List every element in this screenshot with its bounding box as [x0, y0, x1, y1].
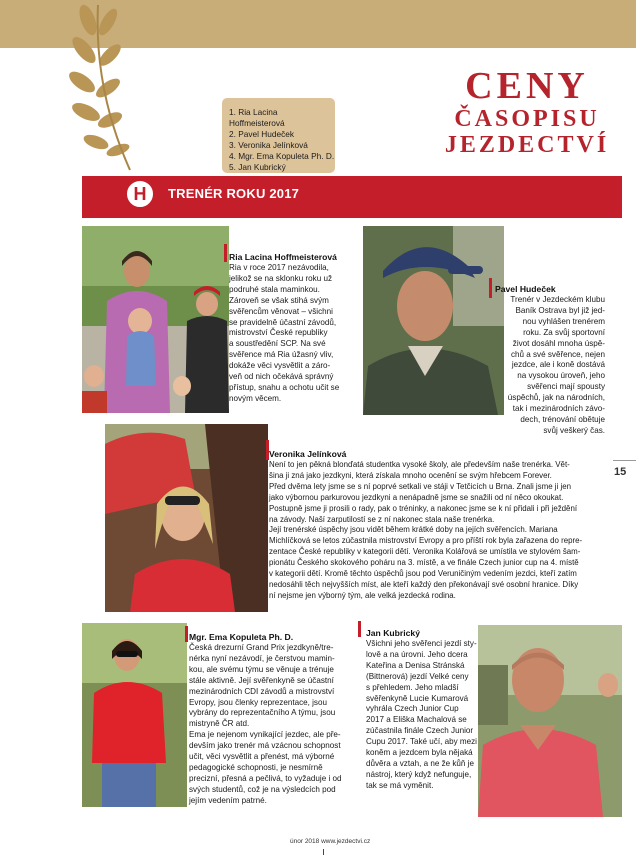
entry-name: Jan Kubrický	[366, 628, 420, 638]
ranking-item: 1. Ria Lacina Hoffmeisterová	[229, 107, 285, 128]
ranking-item: 3. Veronika Jelínková	[229, 140, 308, 150]
title-line-3: JEZDECTVÍ	[444, 132, 610, 158]
entry-pavel	[493, 284, 613, 437]
photo-veronika	[105, 424, 268, 612]
ranking-box	[222, 98, 335, 173]
title-line-2: ČASOPISU	[454, 106, 600, 132]
title-line-1: CENY	[465, 65, 589, 107]
ranking-item: 2. Pavel Hudeček	[229, 129, 295, 139]
entry-text: Trenér v Jezdeckém klubu Baník Ostrava byl již jed- nou vyhlášen trenérem roku. Za svůj sportovní život dosáhl mnoha úspě- chů a své svěřence, nejen jezdce, ale i koně dostává na vysokou úroveň, jeho svěřenci mají spousty úspěchů, jak na národních, tak i mezinárodních závo- dech, trénování obětuje svůj veškerý čas.	[507, 295, 605, 435]
page-footer: únor 2018 www.jezdectvi.cz	[290, 838, 371, 845]
entry-text: Ria v roce 2017 nezávodila, jelikož se na sklonku roku už podruhé stala maminkou. Zároveň se však stihá svým svěřencům věnovat – všichni se pravidelně účastní závodů, mistrovství České republiky a soustředění SCP. Na své svěřence má Ria úžasný vliv, dokáže věci vysvětlit a záro- veň od nich očekává správný přístup, snahu a ochotu učit se novým věcem.	[229, 263, 340, 403]
entry-text: Všichni jeho svěřenci jezdí sty- lově a na úrovni. Jeho dcera Kateřina a Denisa Stránská (Bittnerová) jezdí Velké ceny s přehledem. Jeho mladší svěřenkyně Lucie Kumarová vyhrála Czech Junior Cup 2017 a Eliška Machalová se zúčastnila finále Czech Junior Cupu 2017. Také učí, aby mezi koněm a jezdcem byla nějaká důvěra a vztah, a ne že kůň je nástroj, který když nefunguje, tak se má vyměnit.	[366, 639, 477, 790]
accent-bar	[489, 278, 492, 298]
ranking-item: 5. Jan Kubrický	[229, 162, 286, 172]
entry-text: Není to jen pěkná blonďatá studentka vysoké školy, ale především naše trenérka. Vět- šina ji zná jako jezdkyni, která získala mnoho ocenění se svým hřebcem Forever. Před dvěma lety jsme se s ní poprvé setkali ve stáji v Tetčicích u Brna. Znali jsme ji jen jako výbornou parkurovou jezdkyni a nenápadně jsme se snažili od ní něco okoukat. Postupně jsme ji prosili o rady, pak o tréninky, a nakonec jsme se k ní přidali i při ježdění na závody. Naší zarputilostí se z ní nakonec stala naše trenérka. Její trenérské úspěchy jsou vidět během krátké doby na jejích svěřencích. Mariana Michlíčková se letos zúčastnila mistrovství Evropy a pro příští rok byla zařazena do repre- zentace České republiky v kategorii dětí. Veronika Kolářová se umístila ve stylovém šam- pionátu Českého skokového poháru na 3. místě, a ve finále Czech junior cup na 4. místě v kategorii dětí. Kromě těchto úspěchů jsou pod Veruničiným vedením jezdci, kteří zatím nedosáhli těch nejvyšších míst, ale kteří každý den překonávají své osobní hranice. Díky ní nejsme jen výborný tým, ale velká jezdecká rodina.	[269, 460, 583, 600]
photo-pavel	[363, 226, 504, 415]
entry-name: Veronika Jelínková	[269, 449, 347, 459]
category-letter-badge: H	[124, 178, 156, 210]
footer-rule	[323, 849, 324, 855]
ranking-item: 4. Mgr. Ema Kopuleta Ph. D.	[229, 151, 335, 161]
entry-name: Ria Lacina Hoffmeisterová	[229, 252, 337, 262]
category-title: TRENÉR ROKU 2017	[168, 186, 300, 201]
entry-veronika	[269, 449, 609, 602]
entry-name: Pavel Hudeček	[495, 284, 556, 294]
laurel-icon	[60, 0, 150, 175]
photo-ria	[82, 226, 229, 413]
entry-name: Mgr. Ema Kopuleta Ph. D.	[189, 632, 294, 642]
entry-text: Česká drezurní Grand Prix jezdkyně/tre- nérka nyní nezávodí, je čerstvou mamin- kou, ale svému týmu se věnuje a trénuje stále aktivně. Její svěřenkyně se účastní mezinárodních CDI závodů a mistrovství Evropy, jsou členky reprezentace, jsou vybrány do reprezentačního A týmu, jsou mistryně ČR atd. Ema je nejenom vynikající jezdec, ale pře- devším jako trenér má vzácnou schopnost učit, věci vysvětlit a přenést, má výborné pedagogické schopnosti, je nesmírně precizní, přesná a pečlivá, to vyžaduje i od svých studentů, což je na výsledcích pod jejím vedením patrné.	[189, 643, 342, 805]
accent-bar	[185, 626, 188, 642]
entry-ria	[229, 252, 357, 405]
accent-bar	[224, 244, 227, 262]
category-banner	[82, 176, 622, 218]
page-number: 15	[614, 466, 627, 478]
magazine-title	[432, 66, 622, 158]
entry-ema	[189, 632, 349, 807]
photo-jan	[478, 625, 622, 817]
accent-bar	[358, 621, 361, 637]
entry-jan	[366, 628, 486, 792]
photo-ema	[82, 623, 187, 807]
page-number-rule	[613, 460, 636, 461]
